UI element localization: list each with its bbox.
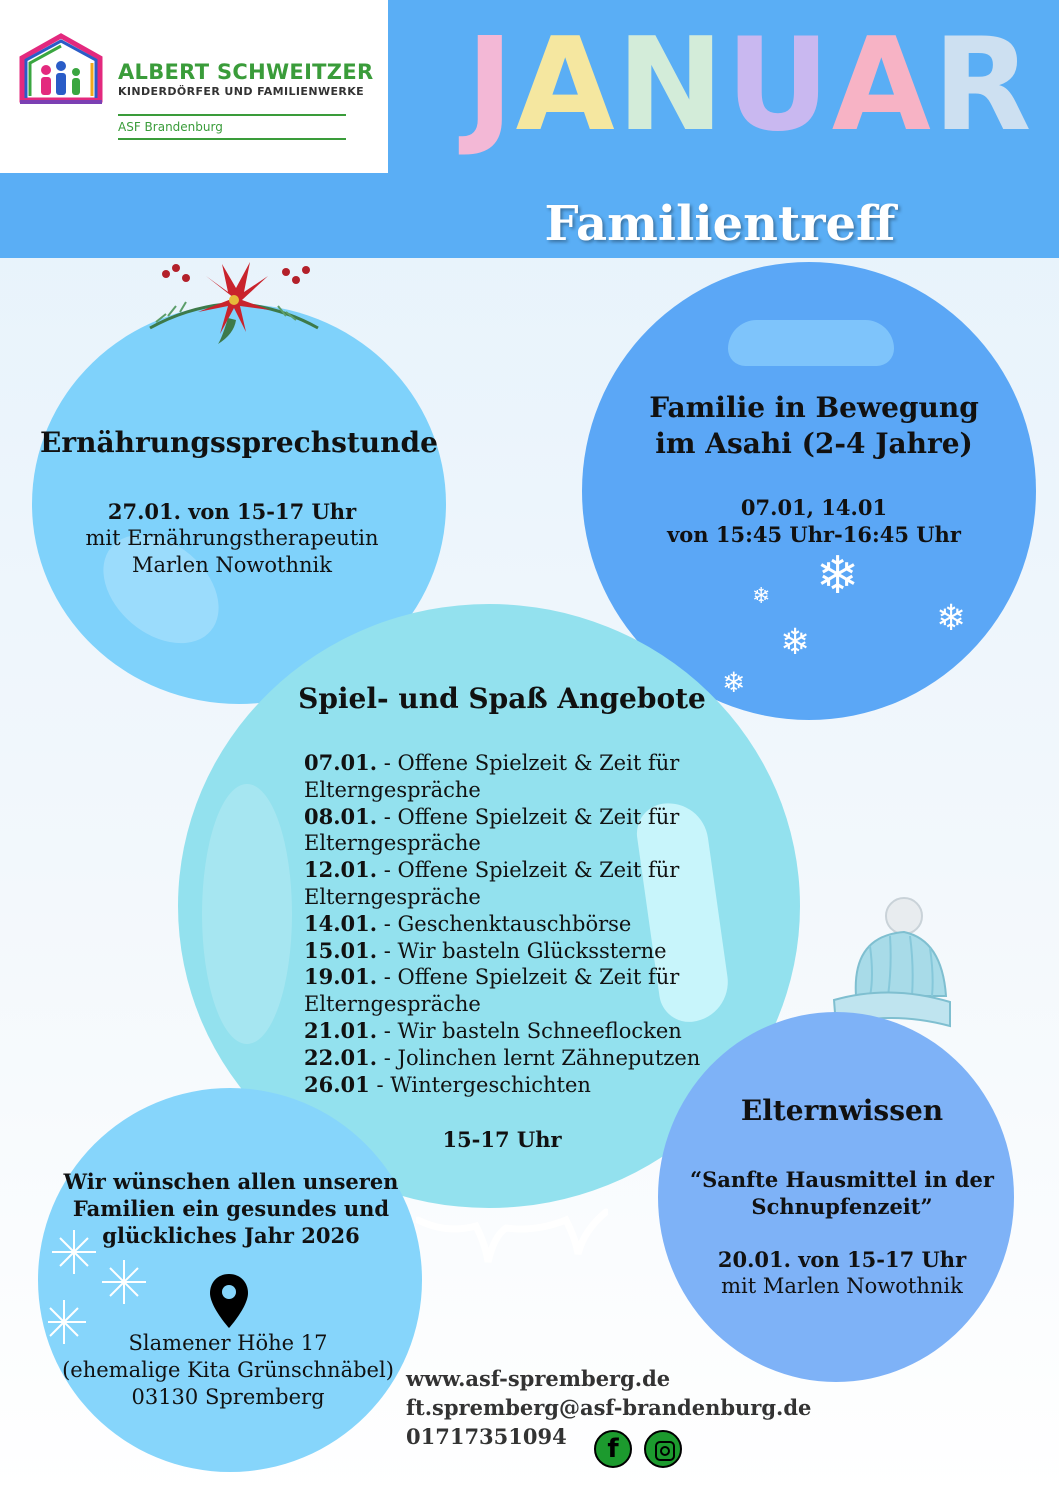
movement-title-line: Familie in Bewegung [649,391,979,424]
nutrition-date: 27.01. von 15-17 Uhr [107,499,357,524]
month-letter: N [616,11,726,160]
list-item: 26.01 - Wintergeschichten [304,1071,591,1097]
list-item-continuation: Elterngespräche [304,992,481,1017]
facebook-icon[interactable]: f [594,1430,632,1468]
website-link[interactable]: www.asf-spremberg.de [406,1366,671,1391]
address [50,1330,406,1411]
movement-details [602,494,1026,548]
list-item: 15.01. - Wir basteln Glückssterne [304,937,667,963]
org-name: ALBERT SCHWEITZER [118,60,374,84]
list-item: 07.01. - Offene Spielzeit & Zeit für [304,750,680,775]
address-line: Slamener Höhe 17 [128,1331,328,1355]
month-letter: A [515,11,617,160]
divider [118,114,346,116]
wishes-line: Wir wünschen allen unseren [63,1169,399,1194]
month-letter: R [932,11,1034,160]
movement-title [602,390,1026,462]
parents-details [672,1246,1012,1300]
wishes-line: glückliches Jahr 2026 [102,1223,360,1248]
parents-quote-line: Schnupfenzeit” [751,1194,933,1219]
list-item: 08.01. - Offene Spielzeit & Zeit für [304,803,680,829]
email-link[interactable]: ft.spremberg@asf-brandenburg.de [406,1395,812,1420]
snowflake-icon: ❄ [780,622,811,663]
address-line: (ehemalige Kita Grünschnäbel) [62,1358,394,1382]
icicles-icon [416,1206,608,1276]
house-logo-icon [16,32,106,104]
org-subtitle: KINDERDÖRFER UND FAMILIENWERKE [118,85,365,98]
logo-panel [0,0,388,173]
play-list [304,750,724,1098]
poinsettia-icon [146,258,322,348]
play-title: Spiel- und Spaß Angebote [298,682,706,715]
play-time: 15-17 Uhr [442,1127,562,1152]
list-item-continuation: Elterngespräche [304,777,481,802]
month-letter: J [466,11,516,160]
list-item: 21.01. - Wir basteln Schneeflocken [304,1017,682,1043]
movement-time: von 15:45 Uhr-16:45 Uhr [667,522,961,547]
parents-quote-line: “Sanfte Hausmittel in der [690,1167,994,1192]
month-letter: A [831,11,933,160]
location-pin-icon [208,1272,250,1330]
parents-line: mit Marlen Nowothnik [721,1274,963,1298]
snowflake-icon: ❄ [936,598,967,639]
list-item: 14.01. - Geschenktauschbörse [304,910,632,936]
wishes-line: Familien ein gesundes und [72,1196,390,1221]
snowflake-icon: ❄ [722,666,746,699]
phone-number: 01717351094 [406,1424,567,1449]
list-item: 12.01. - Offene Spielzeit & Zeit für [304,857,680,883]
list-item-continuation: Elterngespräche [304,831,481,856]
nutrition-line: Marlen Nowothnik [132,553,332,577]
month-letter: U [725,11,832,160]
parents-quote [672,1166,1012,1220]
snowflake-icon: ❄ [752,584,771,609]
list-item: 22.01. - Jolinchen lernt Zähneputzen [304,1044,701,1070]
parents-date: 20.01. von 15-17 Uhr [717,1247,967,1272]
parents-title: Elternwissen [740,1094,944,1127]
movement-title-line: im Asahi (2-4 Jahre) [655,427,973,460]
movement-dates: 07.01, 14.01 [740,495,888,520]
list-item-continuation: Elterngespräche [304,884,481,909]
nutrition-line: mit Ernährungstherapeutin [85,526,379,550]
snowflake-icon: ❄ [816,546,860,606]
month-title [466,11,1034,160]
address-line: 03130 Spremberg [131,1385,325,1409]
org-region: ASF Brandenburg [118,120,223,134]
list-item: 19.01. - Offene Spielzeit & Zeit für [304,964,680,990]
divider [118,138,346,140]
instagram-icon[interactable] [644,1430,682,1468]
nutrition-details [40,498,424,579]
nutrition-title: Ernährungssprechstunde [40,426,438,459]
page-subtitle: Familientreff [544,196,896,252]
